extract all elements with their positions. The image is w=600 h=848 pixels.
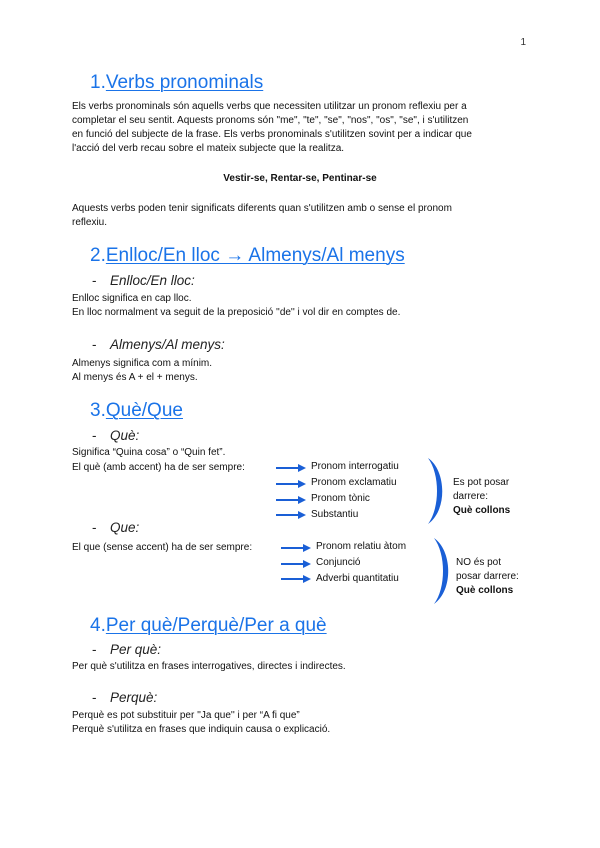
text-line: Aquests verbs poden tenir significats diferents quan s'utilitzen amb o sense el pronom: [72, 203, 452, 214]
text-line: Què collons: [456, 585, 514, 596]
arrow-icon: [276, 468, 309, 579]
text-line: l'acció del verb recau sobre el mateix subjecte que la realitza.: [72, 143, 345, 154]
que-line1: El que (sense accent) ha de ser sempre:: [72, 542, 253, 553]
heading-title: Verbs pronominals: [105, 72, 264, 93]
heading-per-que: [90, 615, 327, 637]
list-item: Pronom interrogatiu: [311, 461, 399, 472]
text-line: Perquè s'utilitza en frases que indiquin causa o explicació.: [72, 724, 331, 735]
heading-number: 3.: [90, 400, 106, 421]
list-item: Pronom tònic: [311, 493, 370, 504]
subheading-per-que: - Per què:: [92, 642, 162, 657]
subheading-enlloc: - Enlloc/En lloc:: [92, 273, 195, 288]
subheading-que: - Que:: [92, 520, 140, 535]
text-line: en funció del subjecte de la frase. Els verbs pronominals s'utilitzen sovint per a indicar que: [72, 129, 472, 140]
page-number: 1: [520, 37, 526, 48]
text-line: Els verbs pronominals són aquells verbs que necessiten utilitzar un pronom reflexiu per a: [72, 101, 467, 112]
text-line: posar darrere:: [456, 571, 519, 582]
text-line: Es pot posar: [453, 477, 510, 488]
right-brace-icon: [434, 538, 448, 604]
right-brace-icon: [428, 458, 442, 524]
heading-number: 1.: [90, 72, 106, 93]
text-line: darrere:: [453, 491, 489, 502]
text-line: Què collons: [453, 505, 511, 516]
subheading-perque: - Perquè:: [92, 690, 158, 705]
text-line: NO és pot: [456, 557, 502, 568]
list-item: Conjunció: [316, 557, 361, 568]
subheading-que-accent: - Què:: [92, 428, 140, 443]
text-line: completar el seu sentit. Aquests pronoms són "me", "te", "se", "nos", "os", "se", i s'utilitzen: [72, 115, 469, 126]
que-accent-line2: El què (amb accent) ha de ser sempre:: [72, 462, 245, 473]
list-item: Adverbi quantitatiu: [316, 573, 399, 584]
text-line: En lloc normalment va seguit de la preposició ''de'' i vol dir en comptes de.: [72, 307, 401, 318]
per-que-line: Per què s'utilitza en frases interrogatives, directes i indirectes.: [72, 661, 346, 672]
heading-number: 2.: [90, 245, 106, 266]
examples-line: Vestir-se, Rentar-se, Pentinar-se: [223, 173, 377, 184]
text-line: Al menys és A + el + menys.: [72, 372, 198, 383]
text-line: Almenys significa com a mínim.: [72, 358, 213, 369]
list-item: Pronom relatiu àtom: [316, 541, 407, 552]
list-item: Substantiu: [311, 509, 359, 520]
text-line: reflexiu.: [72, 217, 108, 228]
list-item: Pronom exclamatiu: [311, 477, 397, 488]
heading-number: 4.: [90, 615, 106, 636]
text-line: Perquè es pot substituir per ''Ja que'' i per “A fi que”: [72, 710, 300, 721]
subheading-almenys: - Almenys/Al menys:: [92, 337, 225, 352]
que-accent-line1: Significa “Quina cosa” o “Quin fet”.: [72, 447, 226, 458]
heading-title: Enlloc/En lloc → Almenys/Al menys: [105, 245, 405, 266]
text-line: Enlloc significa en cap lloc.: [72, 293, 192, 304]
heading-title: Per què/Perquè/Per a què: [105, 615, 327, 636]
heading-title: Què/Que: [105, 400, 183, 421]
perque-paragraph: [72, 709, 330, 737]
